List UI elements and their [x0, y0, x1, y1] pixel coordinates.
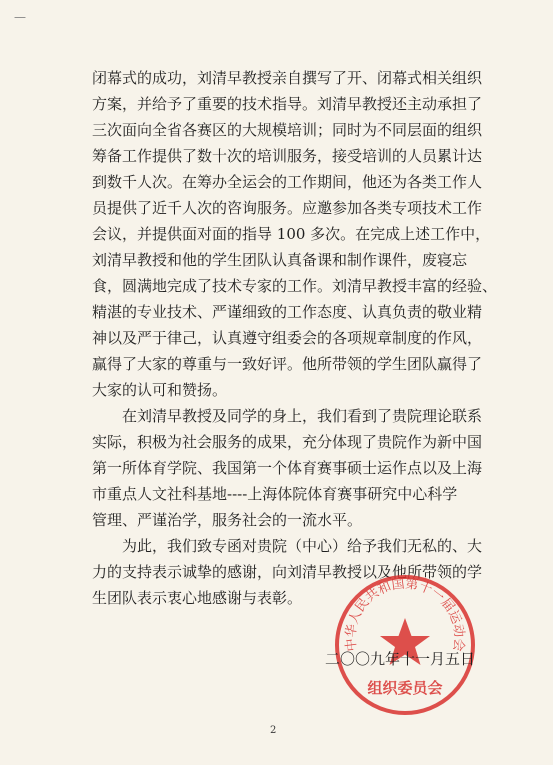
body-line: 神以及严于律己，认真遵守组委会的各项规章制度的作风，	[92, 329, 483, 347]
body-line: 生团队表示衷心地感谢与表彰。	[92, 589, 303, 607]
body-line: 管理、严谨治学，服务社会的一流水平。	[92, 511, 363, 529]
body-line: 为此，我们致专函对贵院（中心）给予我们无私的、大	[92, 537, 483, 555]
body-line: 方案，并给予了重要的技术指导。刘清早教授还主动承担了	[92, 95, 483, 113]
svg-text:组织委员会	[367, 679, 442, 697]
body-line: 刘清早教授和他的学生团队认真备课和制作课件，废寝忘	[92, 251, 468, 269]
letter-body	[92, 65, 498, 611]
seal-bottom-text: 组织委员会	[367, 679, 443, 697]
official-seal	[330, 570, 480, 720]
body-line: 第一所体育学院、我国第一个体育赛事硕士运作点以及上海	[92, 459, 483, 477]
page-number: 2	[270, 725, 277, 736]
body-line: 精湛的专业技术、严谨细致的工作态度、认真负责的敬业精	[92, 303, 483, 321]
body-line: 筹备工作提供了数十次的培训服务，接受培训的人员累计达	[92, 147, 483, 165]
body-line: 员提供了近千人次的咨询服务。应邀参加各类专项技术工作	[92, 199, 483, 217]
body-line: 三次面向全省各赛区的大规模培训；同时为不同层面的组织	[92, 121, 483, 139]
body-line: 在刘清早教授及同学的身上，我们看到了贵院理论联系	[92, 407, 483, 425]
body-line: 食，圆满地完成了技术专家的工作。刘清早教授丰富的经验、	[92, 277, 498, 295]
body-line: 市重点人文社科基地----上海体院体育赛事研究中心科学	[92, 485, 458, 503]
body-line: 到数千人次。在筹办全运会的工作期间，他还为各类工作人	[92, 173, 483, 191]
body-line: 大家的认可和赞扬。	[92, 381, 228, 399]
seal-ring-text: 中华人民共和国第十一届运动会	[343, 576, 467, 653]
body-line: 闭幕式的成功，刘清早教授亲自撰写了开、闭幕式相关组织	[92, 69, 483, 87]
corner-mark: —	[14, 10, 26, 24]
body-line: 会议，并提供面对面的指导 100 多次。在完成上述工作中，	[92, 225, 491, 243]
body-line: 赢得了大家的尊重与一致好评。他所带领的学生团队赢得了	[92, 355, 483, 373]
body-line: 实际，积极为社会服务的成果，充分体现了贵院作为新中国	[92, 433, 483, 451]
letter-date: 二〇〇九年十一月五日	[325, 650, 476, 668]
body-line: 力的支持表示诚挚的感谢，向刘清早教授以及他所带领的学	[92, 563, 483, 581]
